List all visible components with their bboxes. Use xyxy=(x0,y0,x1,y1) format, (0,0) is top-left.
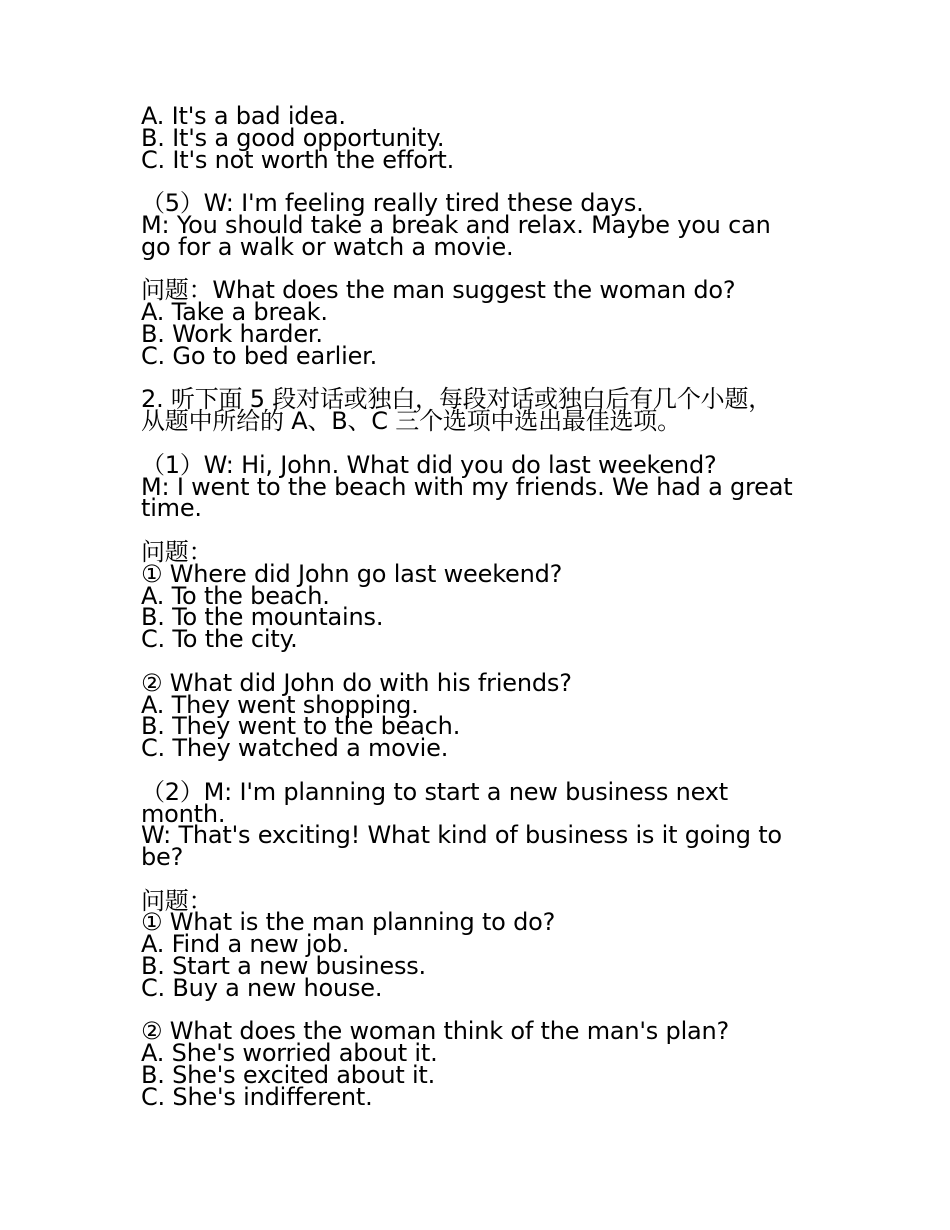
question-text: ① Where did John go last weekend? xyxy=(141,559,563,588)
option-b: B. They went to the beach. xyxy=(141,712,461,741)
option-b: B. Start a new business. xyxy=(141,952,426,981)
dialogue-line: （2）M: I'm planning to start a new business next xyxy=(141,777,728,806)
option-a: A. She's worried about it. xyxy=(141,1039,438,1068)
option-b: B. Work harder. xyxy=(141,319,323,348)
dialogue-1-questions xyxy=(141,537,811,654)
question-text: ② What does the woman think of the man's plan? xyxy=(141,1017,730,1046)
dialogue-1-question-2 xyxy=(141,668,811,763)
option-b: B. She's excited about it. xyxy=(141,1061,436,1090)
dialogue-1 xyxy=(141,450,811,523)
dialogue-2-question-2 xyxy=(141,1017,811,1111)
dialogue-5 xyxy=(141,189,811,261)
option-c: C. Buy a new house. xyxy=(141,973,383,1002)
option-b: B. To the mountains. xyxy=(141,603,384,632)
dialogue-line: （5）W: I'm feeling really tired these days. xyxy=(141,189,644,218)
instruction-line: 从题中所给的 A、B、C 三个选项中选出最佳选项。 xyxy=(141,407,681,436)
option-b: B. It's a good opportunity. xyxy=(141,123,445,152)
option-c: C. It's not worth the effort. xyxy=(141,145,455,174)
option-c: C. They watched a movie. xyxy=(141,734,449,763)
question-text: ② What did John do with his friends? xyxy=(141,668,572,697)
option-c: C. She's indifferent. xyxy=(141,1082,373,1111)
option-a: A. Take a break. xyxy=(141,298,328,327)
dialogue-line: M: I went to the beach with my friends. We had a great xyxy=(141,472,793,501)
instruction-line: 2. 听下面 5 段对话或独白，每段对话或独白后有几个小题， xyxy=(141,385,773,414)
option-a: A. To the beach. xyxy=(141,581,330,610)
dialogue-line: M: You should take a break and relax. Maybe you can xyxy=(141,210,771,239)
option-a: A. They went shopping. xyxy=(141,690,419,719)
dialogue-line: month. xyxy=(141,799,226,828)
question-5 xyxy=(141,276,811,370)
question-label: 问题： xyxy=(141,886,213,915)
dialogue-2 xyxy=(141,777,811,872)
spacer xyxy=(141,869,811,891)
option-c: C. Go to bed earlier. xyxy=(141,341,378,370)
dialogue-line: go for a walk or watch a movie. xyxy=(141,232,514,261)
option-a: A. Find a new job. xyxy=(141,930,350,959)
spacer xyxy=(141,520,811,542)
document-page xyxy=(141,102,811,1111)
dialogue-2-questions xyxy=(141,886,811,1002)
dialogue-line: be? xyxy=(141,843,184,872)
option-c: C. To the city. xyxy=(141,625,298,654)
dialogue-line: W: That's exciting! What kind of business is it going to xyxy=(141,821,782,850)
question-text: 问题：What does the man suggest the woman do? xyxy=(141,276,736,305)
question-text: ① What is the man planning to do? xyxy=(141,908,556,937)
question-label: 问题： xyxy=(141,537,213,566)
dialogue-line: （1）W: Hi, John. What did you do last weekend? xyxy=(141,450,717,479)
dialogue-line: time. xyxy=(141,494,202,523)
prev-question-options xyxy=(141,102,811,174)
part2-instruction xyxy=(141,385,811,436)
option-a: A. It's a bad idea. xyxy=(141,102,346,130)
